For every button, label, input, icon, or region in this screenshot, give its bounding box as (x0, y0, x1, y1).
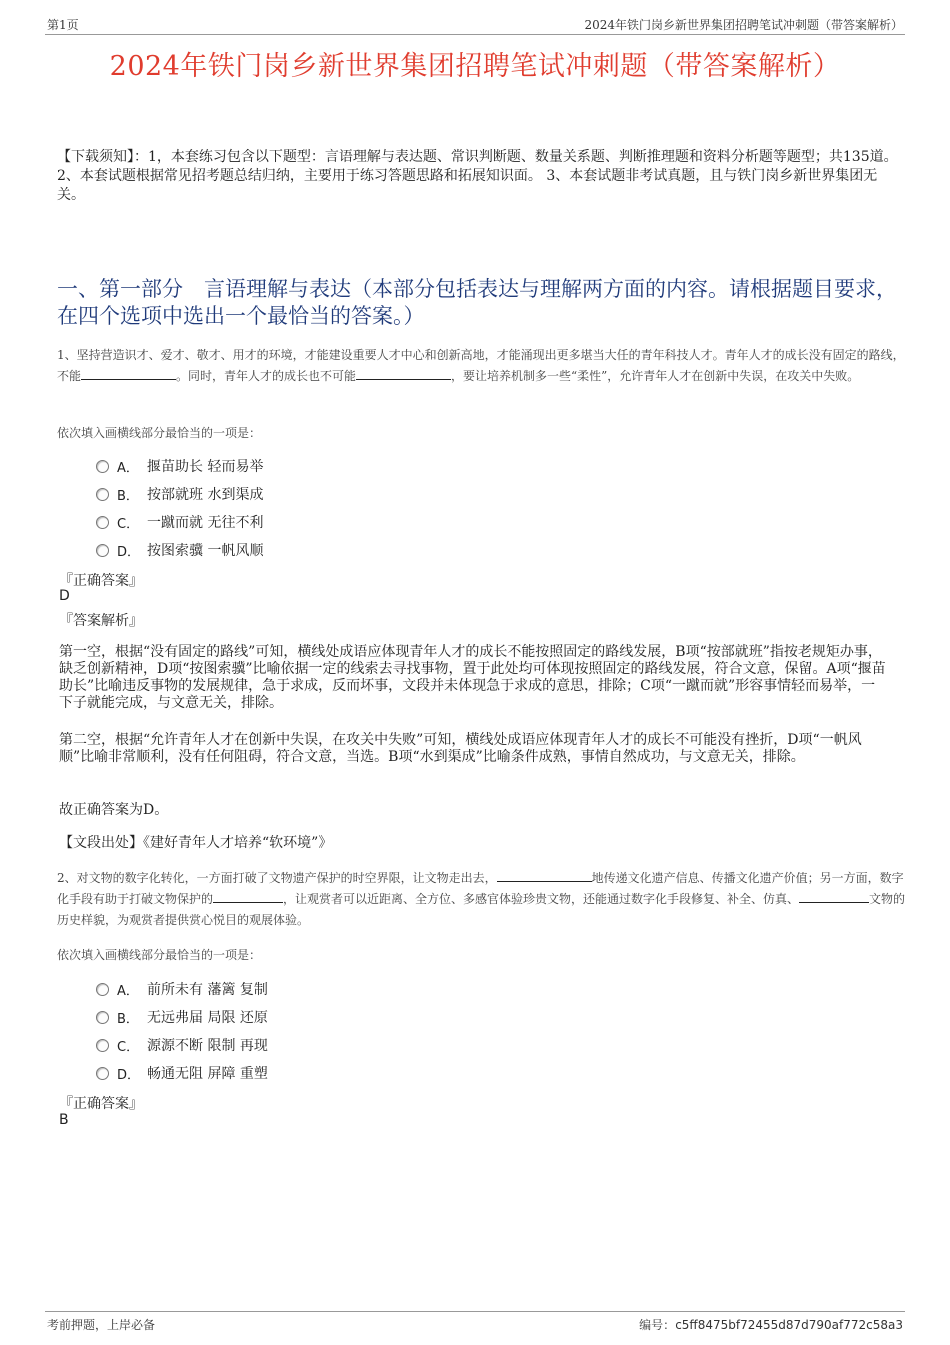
option-letter: A． (117, 983, 139, 999)
radio-icon[interactable] (96, 1039, 109, 1052)
option-letter: C． (117, 516, 140, 532)
q2-option-b[interactable] (96, 1003, 268, 1031)
section-heading: 一、第一部分 言语理解与表达（本部分包括表达与理解两方面的内容。请根据题目要求，在四个选项中选出一个最恰当的答案。） (57, 277, 897, 328)
option-text: 无远弗届 局限 还原 (147, 1010, 268, 1026)
q1-answer-value: D (59, 588, 70, 604)
q2-text-part: 地传递文化遗产信息、传播文化遗产价值；另一方面，数字化手段有助于打破文物保护的 (57, 871, 904, 906)
fill-blank (497, 869, 592, 882)
download-notice: 【下载须知】：1，本套练习包含以下题型：言语理解与表达题、常识判断题、数量关系题、判断推理题和资料分析题等题型；共135道。 2、本套试题根据常见招考题总结归纳，主要用于练习答题思路和拓展知识面。 3、本套试题非考试真题，且与铁门岗乡新世界集团无关。 (57, 149, 898, 203)
question-2-text (57, 868, 907, 931)
footer-slogan: 考前押题，上岸必备 (47, 1318, 156, 1332)
option-text: 按部就班 水到渠成 (147, 487, 264, 503)
q1-text-part: 1、坚持营造识才、爱才、敬才、用才的环境，才能建设重要人才中心和创新高地，才能涌现出更多堪当大任的青年科技人才。青年人才的成长没有固定的路线，不能 (57, 348, 905, 383)
q1-analysis-paragraph-1: 第一空，根据“没有固定的路线”可知，横线处成语应体现青年人才的成长不能按照固定的路线发展，B项“按部就班”指按老规矩办事，缺乏创新精神，D项“按图索骥”比喻依据一定的线索去寻找事物，置于此处均可体现按照固定的路线发展，符合文意，保留。A项“揠苗助长”比喻违反事物的发展规律，急于求成，反而坏事，文段并未体现急于求成的意思，排除；C项“一蹴而就”形容事情轻而易举，一下子就能完成，与文意无关，排除。 (59, 644, 886, 711)
q2-instruction: 依次填入画横线部分最恰当的一项是： (57, 948, 262, 962)
q2-answer-label: 『正确答案』 (59, 1096, 143, 1112)
option-text: 源源不断 限制 再现 (147, 1038, 268, 1054)
q1-option-d[interactable] (96, 536, 263, 564)
header-doc-title: 2024年铁门岗乡新世界集团招聘笔试冲刺题（带答案解析） (584, 18, 903, 32)
fill-blank (81, 367, 176, 380)
option-text: 畅通无阻 屏障 重塑 (147, 1066, 268, 1082)
q1-instruction: 依次填入画横线部分最恰当的一项是： (57, 426, 262, 440)
page-footer (45, 1311, 905, 1334)
q1-conclusion: 故正确答案为D。 (59, 802, 169, 818)
option-text: 前所未有 藩篱 复制 (147, 982, 268, 998)
radio-icon[interactable] (96, 516, 109, 529)
radio-icon[interactable] (96, 983, 109, 996)
fill-blank (356, 367, 451, 380)
option-letter: D． (117, 544, 141, 560)
option-letter: D． (117, 1067, 141, 1083)
option-letter: A． (117, 460, 139, 476)
page-number: 第1页 (47, 18, 79, 32)
q1-option-b[interactable] (96, 480, 263, 508)
document-title: 2024年铁门岗乡新世界集团招聘笔试冲刺题（带答案解析） (109, 51, 841, 82)
footer-code (639, 1316, 903, 1333)
q2-answer-value: B (59, 1112, 69, 1128)
radio-icon[interactable] (96, 1011, 109, 1024)
option-letter: B． (117, 1011, 139, 1027)
q1-answer-label: 『正确答案』 (59, 573, 143, 589)
fill-blank (799, 890, 869, 903)
q2-text-part: 文物的历史样貌，为观赏者提供赏心悦目的观展体验。 (57, 892, 906, 927)
option-letter: B． (117, 488, 139, 504)
option-text: 一蹴而就 无往不利 (147, 515, 264, 531)
option-letter: C． (117, 1039, 140, 1055)
footer-code-value: c5ff8475bf72455d87d790af772c58a3 (675, 1318, 903, 1332)
q2-text-part: ，让观赏者可以近距离、全方位、多感官体验珍贵文物，还能通过数字化手段修复、补全、仿真、 (283, 892, 800, 906)
q2-option-d[interactable] (96, 1059, 268, 1087)
radio-icon[interactable] (96, 1067, 109, 1080)
q2-text-part: 2、对文物的数字化转化，一方面打破了文物遗产保护的时空界限，让文物走出去， (57, 871, 497, 885)
option-text: 揠苗助长 轻而易举 (147, 459, 264, 475)
q2-options (96, 975, 268, 1087)
radio-icon[interactable] (96, 488, 109, 501)
fill-blank (213, 890, 283, 903)
radio-icon[interactable] (96, 544, 109, 557)
q2-option-a[interactable] (96, 975, 268, 1003)
option-text: 按图索骥 一帆风顺 (147, 543, 264, 559)
q1-text-part: ，要让培养机制多一些“柔性”，允许青年人才在创新中失误，在攻关中失败。 (451, 369, 860, 383)
page-header (45, 14, 905, 35)
q1-analysis-paragraph-2: 第二空，根据“允许青年人才在创新中失误，在攻关中失败”可知，横线处成语应体现青年人才的成长不可能没有挫折，D项“一帆风顺”比喻非常顺利，没有任何阻碍，符合文意，当选。B项“水到渠成”比喻条件成熟，事情自然成功，与文意无关，排除。 (59, 732, 862, 765)
q2-option-c[interactable] (96, 1031, 268, 1059)
q1-option-c[interactable] (96, 508, 263, 536)
question-1-text (57, 345, 907, 387)
q1-options (96, 452, 263, 564)
q1-source: 【文段出处】《建好青年人才培养“软环境”》 (59, 835, 333, 851)
footer-code-label: 编号： (639, 1318, 676, 1332)
q1-analysis-label: 『答案解析』 (59, 613, 143, 629)
radio-icon[interactable] (96, 460, 109, 473)
q1-text-part: 。同时，青年人才的成长也不可能 (176, 369, 357, 383)
q1-option-a[interactable] (96, 452, 263, 480)
